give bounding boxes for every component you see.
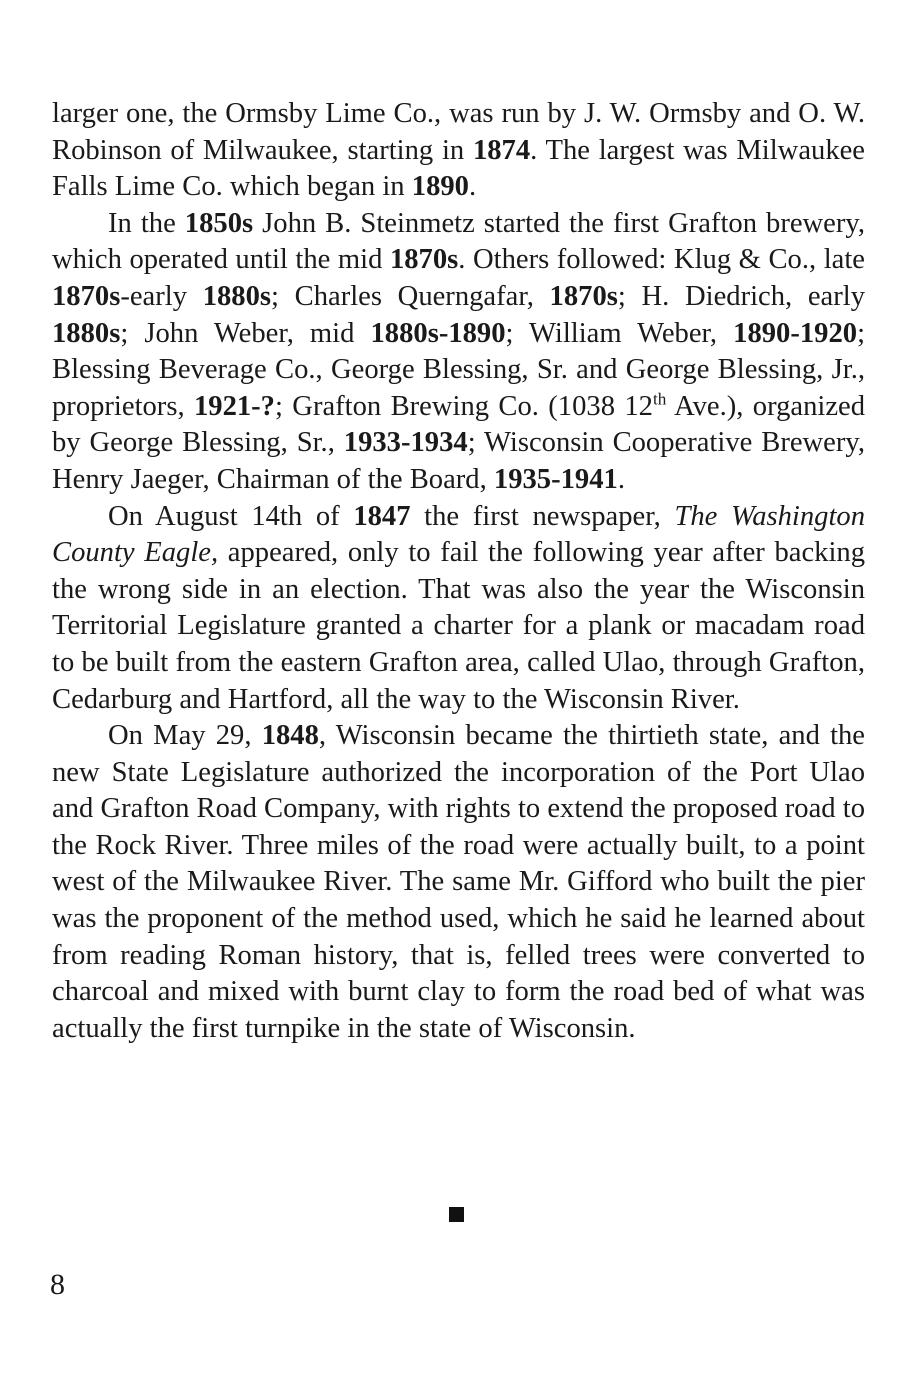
bold-text: 1933-1934 <box>343 427 468 459</box>
bold-text: 1921-? <box>193 390 275 422</box>
paragraph <box>52 718 865 1047</box>
text-run: -early <box>120 280 203 312</box>
bold-text: 1880s-1890 <box>370 317 506 349</box>
bold-text: 1890-1920 <box>733 317 858 349</box>
bold-text: 1935-1941 <box>493 463 618 495</box>
text-run: John B. Steinmetz started the first Grafton brewery, which operated until the mid <box>52 207 865 276</box>
text-run: . The largest was Milwaukee Falls Lime Co. which began in <box>52 134 865 203</box>
bold-text: 1874 <box>472 134 531 166</box>
paragraph <box>52 206 865 499</box>
text-run: appeared, only to fail the following year after backing the wrong side in an election. That was also the year the Wisconsin Territorial Legislature granted a charter for a plank or macadam road to be built from the eastern Grafton area, called Ulao, through Grafton, Cedarburg and Hartford, all the way to the Wisconsin River. <box>52 537 865 715</box>
text-run: ; William Weber, <box>505 317 734 349</box>
body-text <box>52 96 865 1047</box>
bold-text: 1847 <box>353 500 411 532</box>
text-run: the first newspaper, <box>410 500 675 532</box>
superscript-text: th <box>652 389 667 409</box>
text-run: ; John Weber, mid <box>120 317 371 349</box>
italic-text: The Washington County Eagle, <box>52 500 865 569</box>
paragraph <box>52 499 865 719</box>
text-run: On August 14th of <box>108 500 354 532</box>
bold-text: 1870s <box>389 244 459 276</box>
bold-text: 1880s <box>202 280 272 312</box>
text-run: Ave.), organized by George Blessing, Sr., <box>52 390 865 459</box>
bold-text: 1890 <box>411 171 469 203</box>
text-run: . <box>617 463 625 495</box>
text-run: On May 29, <box>108 720 262 752</box>
black-square-icon <box>449 1207 464 1222</box>
bold-text: 1870s <box>549 280 618 312</box>
paragraph <box>52 96 865 206</box>
bold-text: 1850s <box>184 207 254 239</box>
text-run: , Wisconsin became the thirtieth state, and the new State Legislature authorized the incorporation of the Port Ulao and Grafton Road Company, with rights to extend the proposed road to the Rock River. Three miles of the road were actually built, to a point west of the Milwaukee River. The same Mr. Gifford who built the pier was the proponent of the method used, which he said he learned about from reading Roman history, that is, felled trees were converted to charcoal and mixed with burnt clay to form the road bed of what was actually the first turnpike in the state of Wisconsin. <box>52 720 865 1044</box>
bold-text: 1880s <box>52 317 121 349</box>
text-run: . Others followed: Klug & Co., late <box>458 244 865 276</box>
bold-text: 1848 <box>261 720 319 752</box>
text-run: ; H. Diedrich, early <box>617 280 865 312</box>
page-number: 8 <box>50 1268 65 1301</box>
text-run: ; Grafton Brewing Co. (1038 12 <box>274 390 653 422</box>
bold-text: 1870s <box>52 280 121 312</box>
text-run: In the <box>108 207 185 239</box>
text-run: . <box>468 171 477 203</box>
text-run: ; Wisconsin Cooperative Brewery, Henry Jaeger, Chairman of the Board, <box>52 427 865 495</box>
text-run: larger one, the Ormsby Lime Co., was run by J. W. Ormsby and O. W. Robinson of Milwaukee, starting in <box>52 98 865 166</box>
text-run: ; Charles Querngafar, <box>271 280 550 312</box>
text-run: ; Blessing Beverage Co., George Blessing, Sr. and George Blessing, Jr., proprietors, <box>52 317 866 422</box>
